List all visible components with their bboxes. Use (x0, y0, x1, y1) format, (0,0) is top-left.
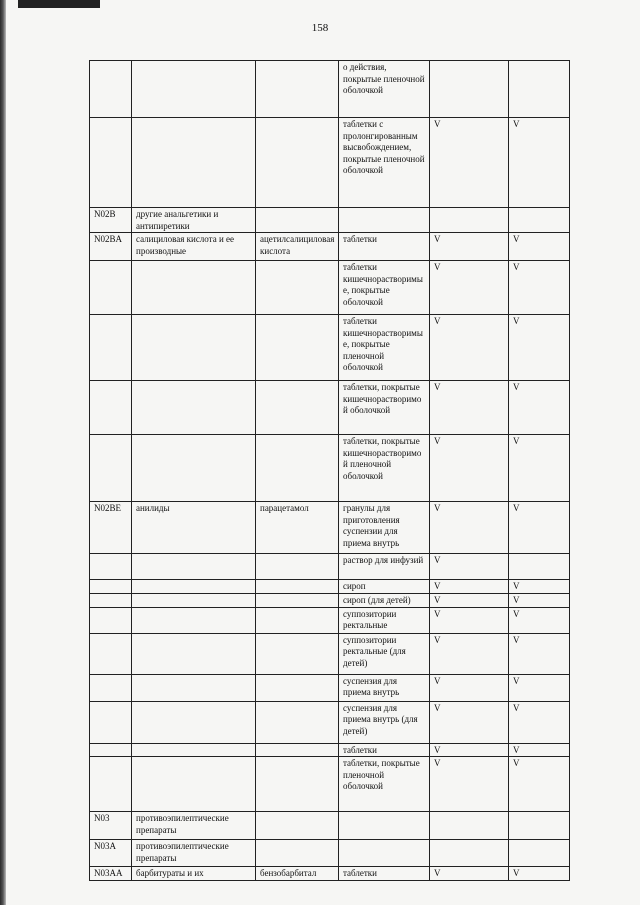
atc-code-cell (90, 701, 132, 743)
mark-cell-1 (430, 208, 509, 233)
atc-code-cell: N03 (90, 812, 132, 840)
substance-cell (256, 580, 339, 594)
table-row (90, 607, 570, 633)
mark-cell-2: V (509, 701, 570, 743)
substance-cell (256, 61, 339, 118)
mark-cell-1: V (430, 502, 509, 554)
group-name-cell: салициловая кислота и ее производные (132, 233, 256, 261)
atc-code-cell (90, 554, 132, 580)
mark-cell-2: V (509, 607, 570, 633)
group-name-cell (132, 757, 256, 812)
mark-cell-2: V (509, 502, 570, 554)
atc-code-cell (90, 435, 132, 502)
substance-cell: бензобарбитал (256, 867, 339, 881)
mark-cell-1: V (430, 867, 509, 881)
mark-cell-1: V (430, 118, 509, 208)
atc-code-cell: N02B (90, 208, 132, 233)
atc-code-cell (90, 743, 132, 757)
table-row (90, 118, 570, 208)
mark-cell-2 (509, 554, 570, 580)
group-name-cell (132, 315, 256, 381)
table-row (90, 812, 570, 840)
substance-cell (256, 435, 339, 502)
dosage-form-cell: раствор для инфузий (339, 554, 430, 580)
mark-cell-2: V (509, 315, 570, 381)
mark-cell-1: V (430, 594, 509, 608)
dosage-form-cell: таблетки, покрытые кишечнорастворимой оболочкой (339, 381, 430, 435)
group-name-cell (132, 701, 256, 743)
atc-code-cell (90, 315, 132, 381)
atc-code-cell (90, 607, 132, 633)
substance-cell (256, 633, 339, 674)
mark-cell-1: V (430, 315, 509, 381)
substance-cell: парацетамол (256, 502, 339, 554)
substance-cell (256, 701, 339, 743)
table-row (90, 554, 570, 580)
atc-code-cell: N03A (90, 840, 132, 867)
dosage-form-cell: гранулы для приготовления суспензии для приема внутрь (339, 502, 430, 554)
substance-cell (256, 315, 339, 381)
dosage-form-cell: таблетки (339, 743, 430, 757)
mark-cell-2 (509, 208, 570, 233)
substance-cell (256, 674, 339, 701)
mark-cell-1: V (430, 233, 509, 261)
group-name-cell (132, 594, 256, 608)
dosage-form-cell: таблетки (339, 233, 430, 261)
group-name-cell (132, 381, 256, 435)
atc-code-cell (90, 118, 132, 208)
mark-cell-1: V (430, 674, 509, 701)
group-name-cell (132, 743, 256, 757)
mark-cell-1: V (430, 554, 509, 580)
mark-cell-1: V (430, 757, 509, 812)
table-row (90, 435, 570, 502)
substance-cell (256, 118, 339, 208)
drug-table-body (90, 61, 570, 881)
mark-cell-1: V (430, 633, 509, 674)
dosage-form-cell: суспензия для приема внутрь (для детей) (339, 701, 430, 743)
mark-cell-1: V (430, 607, 509, 633)
substance-cell (256, 261, 339, 315)
dosage-form-cell: о действия, покрытые пленочной оболочкой (339, 61, 430, 118)
group-name-cell (132, 607, 256, 633)
mark-cell-2: V (509, 233, 570, 261)
mark-cell-2: V (509, 261, 570, 315)
mark-cell-2: V (509, 435, 570, 502)
dosage-form-cell: таблетки кишечнорастворимые, покрытые оболочкой (339, 261, 430, 315)
substance-cell (256, 812, 339, 840)
group-name-cell (132, 61, 256, 118)
mark-cell-1 (430, 61, 509, 118)
dosage-form-cell (339, 840, 430, 867)
substance-cell (256, 554, 339, 580)
table-row (90, 594, 570, 608)
drug-table (89, 60, 570, 881)
page-number: 158 (311, 22, 329, 34)
atc-code-cell (90, 580, 132, 594)
mark-cell-2: V (509, 867, 570, 881)
atc-code-cell (90, 633, 132, 674)
table-row (90, 757, 570, 812)
mark-cell-1: V (430, 435, 509, 502)
dosage-form-cell: таблетки (339, 867, 430, 881)
mark-cell-2: V (509, 381, 570, 435)
mark-cell-2: V (509, 757, 570, 812)
mark-cell-2: V (509, 594, 570, 608)
group-name-cell: противоэпилептические препараты (132, 840, 256, 867)
substance-cell: ацетилсалициловая кислота (256, 233, 339, 261)
table-row (90, 867, 570, 881)
table-row (90, 61, 570, 118)
group-name-cell (132, 261, 256, 315)
substance-cell (256, 607, 339, 633)
mark-cell-2 (509, 840, 570, 867)
table-row (90, 674, 570, 701)
scan-edge-shadow (0, 0, 6, 905)
mark-cell-1: V (430, 701, 509, 743)
mark-cell-2: V (509, 580, 570, 594)
table-row (90, 233, 570, 261)
mark-cell-1 (430, 812, 509, 840)
substance-cell (256, 743, 339, 757)
atc-code-cell (90, 594, 132, 608)
dosage-form-cell: таблетки с пролонгированным высвобождением, покрытые пленочной оболочкой (339, 118, 430, 208)
group-name-cell (132, 580, 256, 594)
substance-cell (256, 757, 339, 812)
group-name-cell (132, 633, 256, 674)
table-row (90, 743, 570, 757)
substance-cell (256, 381, 339, 435)
scan-top-mark (18, 0, 100, 8)
atc-code-cell (90, 381, 132, 435)
atc-code-cell: N02BA (90, 233, 132, 261)
mark-cell-2 (509, 61, 570, 118)
group-name-cell: барбитураты и их (132, 867, 256, 881)
mark-cell-1 (430, 840, 509, 867)
atc-code-cell: N02BE (90, 502, 132, 554)
dosage-form-cell: таблетки, покрытые пленочной оболочкой (339, 757, 430, 812)
substance-cell (256, 840, 339, 867)
atc-code-cell (90, 757, 132, 812)
dosage-form-cell: таблетки кишечнорастворимые, покрытые пленочной оболочкой (339, 315, 430, 381)
dosage-form-cell: сироп (339, 580, 430, 594)
dosage-form-cell: суспензия для приема внутрь (339, 674, 430, 701)
table-row (90, 381, 570, 435)
atc-code-cell (90, 61, 132, 118)
substance-cell (256, 594, 339, 608)
mark-cell-1: V (430, 580, 509, 594)
mark-cell-2: V (509, 118, 570, 208)
table-row (90, 580, 570, 594)
group-name-cell: противоэпилептические препараты (132, 812, 256, 840)
mark-cell-2: V (509, 674, 570, 701)
table-row (90, 633, 570, 674)
atc-code-cell: N03AA (90, 867, 132, 881)
table-row (90, 701, 570, 743)
group-name-cell: другие анальгетики и антипиретики (132, 208, 256, 233)
table-row (90, 502, 570, 554)
group-name-cell (132, 435, 256, 502)
group-name-cell (132, 118, 256, 208)
table-row (90, 208, 570, 233)
group-name-cell (132, 674, 256, 701)
mark-cell-1: V (430, 381, 509, 435)
dosage-form-cell: суппозитории ректальные (339, 607, 430, 633)
dosage-form-cell: суппозитории ректальные (для детей) (339, 633, 430, 674)
atc-code-cell (90, 261, 132, 315)
group-name-cell: анилиды (132, 502, 256, 554)
mark-cell-1: V (430, 261, 509, 315)
atc-code-cell (90, 674, 132, 701)
table-row (90, 261, 570, 315)
mark-cell-2: V (509, 743, 570, 757)
table-row (90, 315, 570, 381)
dosage-form-cell: сироп (для детей) (339, 594, 430, 608)
table-row (90, 840, 570, 867)
substance-cell (256, 208, 339, 233)
mark-cell-1: V (430, 743, 509, 757)
group-name-cell (132, 554, 256, 580)
mark-cell-2: V (509, 633, 570, 674)
dosage-form-cell (339, 812, 430, 840)
dosage-form-cell (339, 208, 430, 233)
dosage-form-cell: таблетки, покрытые кишечнорастворимой пленочной оболочкой (339, 435, 430, 502)
mark-cell-2 (509, 812, 570, 840)
